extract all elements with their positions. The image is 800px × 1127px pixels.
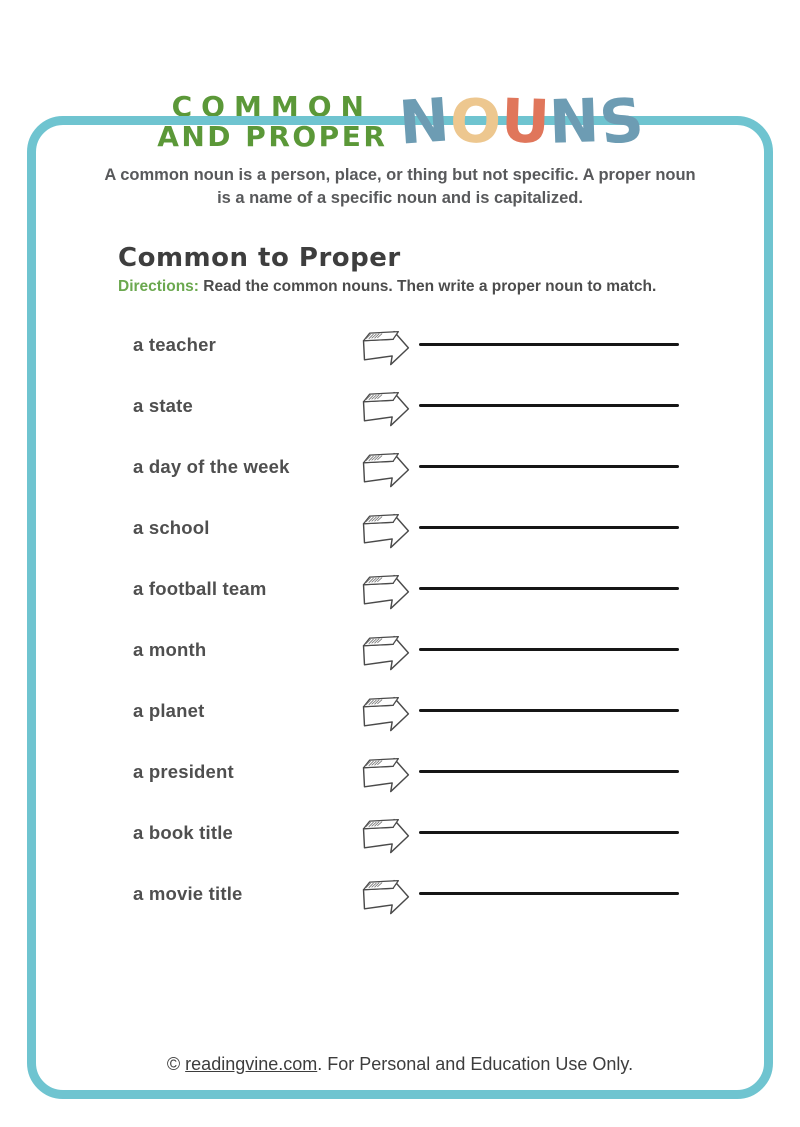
arrow-right-icon (358, 873, 412, 915)
worksheet-rows (133, 314, 800, 924)
answer-blank-line (419, 892, 679, 895)
readingvine-link[interactable]: readingvine.com (185, 1054, 318, 1074)
common-noun-label: a school (133, 516, 210, 538)
arrow-right-icon (358, 324, 412, 366)
arrow-right-icon (358, 629, 412, 671)
title-letter: S (595, 84, 647, 160)
answer-blank-line (419, 587, 679, 590)
common-noun-label: a teacher (133, 333, 217, 355)
title-line-and-proper: AND PROPER (157, 120, 388, 154)
common-noun-label: a movie title (133, 882, 243, 904)
footer-prefix: © (166, 1054, 186, 1074)
answer-blank-line (419, 404, 679, 407)
arrow-right-icon (358, 751, 412, 793)
common-noun-label: a book title (133, 821, 234, 843)
directions-line (118, 278, 800, 296)
worksheet-page (0, 84, 800, 1127)
footer-copyright (0, 1054, 800, 1075)
answer-blank-line (419, 831, 679, 834)
worksheet-row (133, 436, 800, 497)
worksheet-row (133, 619, 800, 680)
footer-suffix: . For Personal and Education Use Only. (317, 1054, 634, 1074)
title-letter: U (499, 86, 551, 159)
worksheet-description (0, 164, 800, 209)
arrow-right-icon (358, 812, 412, 854)
answer-blank-line (419, 770, 679, 773)
arrow-right-icon (358, 507, 412, 549)
answer-blank-line (419, 648, 679, 651)
worksheet-row (133, 497, 800, 558)
common-noun-label: a planet (133, 699, 205, 721)
title-letter: N (548, 86, 601, 159)
directions-label: Directions: (118, 278, 199, 295)
arrow-right-icon (358, 690, 412, 732)
directions-text: Read the common nouns. Then write a proper noun to match. (198, 278, 657, 295)
title-word-nouns (397, 84, 647, 160)
section-heading: Common to Proper (118, 243, 401, 273)
common-noun-label: a president (133, 760, 234, 782)
answer-blank-line (419, 465, 679, 468)
worksheet-row (133, 802, 800, 863)
description-line-2: is a name of a specific noun and is capitalized. (217, 188, 583, 207)
worksheet-row (133, 558, 800, 619)
worksheet-title (0, 84, 800, 160)
common-noun-label: a football team (133, 577, 267, 599)
common-noun-label: a month (133, 638, 207, 660)
arrow-right-icon (358, 568, 412, 610)
title-line-common: COMMON (171, 90, 373, 123)
common-noun-label: a state (133, 394, 194, 416)
answer-blank-line (419, 526, 679, 529)
description-line-1: A common noun is a person, place, or thing but not specific. A proper noun (104, 166, 696, 185)
worksheet-row (133, 680, 800, 741)
answer-blank-line (419, 343, 679, 346)
worksheet-row (133, 741, 800, 802)
worksheet-row (133, 314, 800, 375)
title-common-and-proper (157, 92, 387, 152)
title-letter: O (447, 85, 503, 159)
answer-blank-line (419, 709, 679, 712)
worksheet-row (133, 863, 800, 924)
arrow-right-icon (358, 446, 412, 488)
title-letter: N (397, 85, 452, 159)
arrow-right-icon (358, 385, 412, 427)
section-common-to-proper (118, 243, 800, 296)
common-noun-label: a day of the week (133, 455, 290, 477)
worksheet-row (133, 375, 800, 436)
